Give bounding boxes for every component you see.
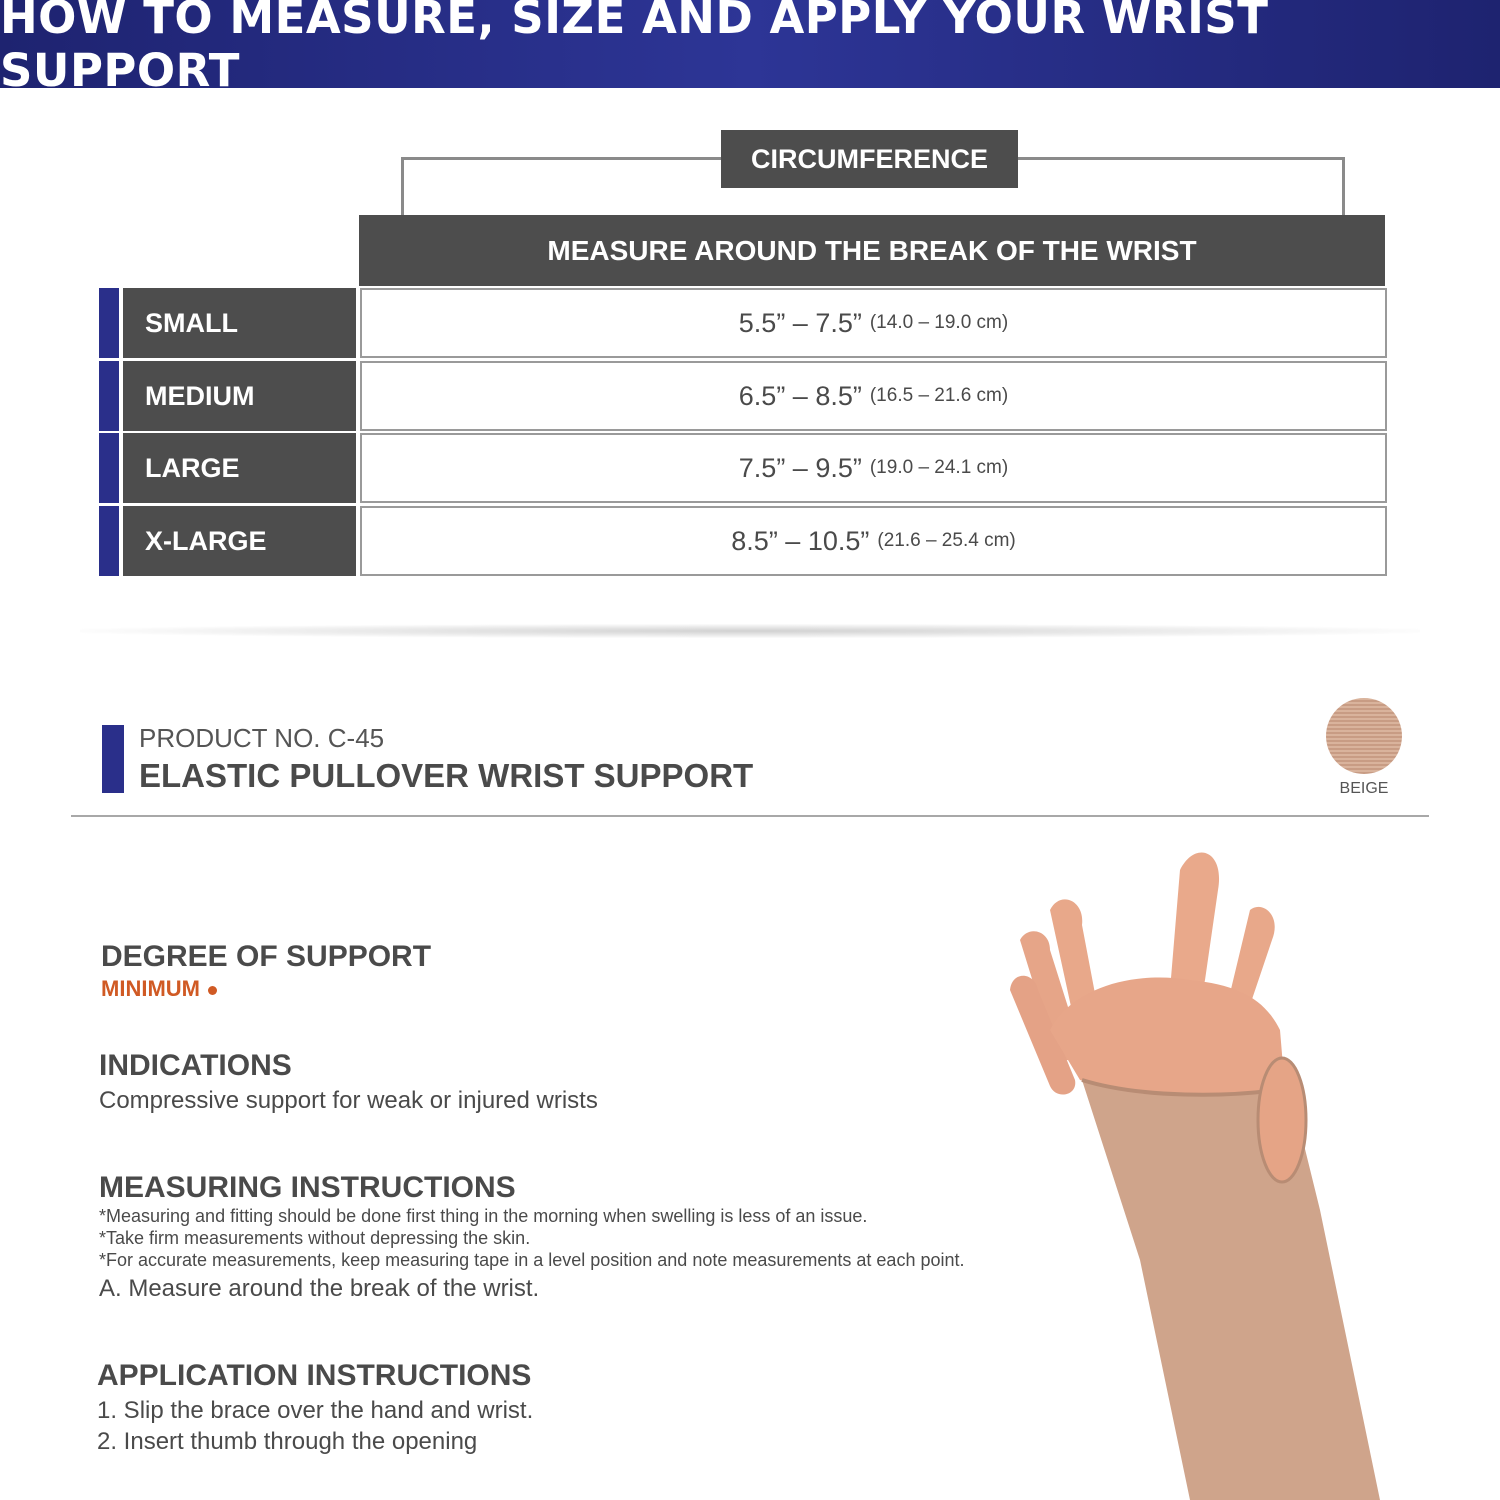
size-range (360, 361, 1387, 431)
thumb-opening (1258, 1058, 1306, 1182)
measuring-step: A. Measure around the break of the wrist. (99, 1275, 540, 1302)
range-cm: (21.6 – 25.4 cm) (877, 530, 1016, 551)
hand-wearing-wrist-support-image (990, 830, 1500, 1500)
size-name: MEDIUM (123, 361, 356, 431)
row-accent (99, 361, 119, 431)
product-name: ELASTIC PULLOVER WRIST SUPPORT (139, 757, 754, 794)
size-name: LARGE (123, 433, 356, 503)
wrist-support-sleeve (1082, 1080, 1380, 1500)
range-inches: 5.5” – 7.5” (738, 307, 862, 338)
measuring-note: *Measuring and fitting should be done first thing in the morning when swelling is less of an issue. (99, 1206, 868, 1226)
size-row-small (99, 288, 1387, 358)
support-level (101, 976, 217, 1002)
row-accent (99, 433, 119, 503)
row-accent (99, 288, 119, 358)
range-cm: (16.5 – 21.6 cm) (869, 385, 1009, 406)
measuring-note: *For accurate measurements, keep measuring tape in a level position and note measurements at each point. (99, 1250, 965, 1270)
size-range (360, 506, 1387, 576)
row-accent (99, 506, 119, 576)
range-cm: (14.0 – 19.0 cm) (869, 312, 1009, 333)
size-range (360, 433, 1387, 503)
color-swatch-label: BEIGE (1339, 780, 1389, 797)
range-inches: 6.5” – 8.5” (738, 380, 862, 411)
application-step: 1. Slip the brace over the hand and wrist. (97, 1397, 534, 1424)
measuring-heading: MEASURING INSTRUCTIONS (99, 1171, 516, 1204)
support-level-text: MINIMUM (101, 976, 200, 1001)
application-step: 2. Insert thumb through the opening (97, 1428, 478, 1455)
size-row-medium (99, 361, 1387, 431)
support-heading: DEGREE OF SUPPORT (101, 940, 432, 973)
section-divider-shadow (80, 624, 1420, 638)
product-rule (71, 815, 1429, 817)
size-range (360, 288, 1387, 358)
indications-text: Compressive support for weak or injured wrists (99, 1087, 598, 1114)
size-row-large (99, 433, 1387, 503)
circumference-label: CIRCUMFERENCE (721, 130, 1018, 188)
product-number: PRODUCT NO. C-45 (139, 723, 385, 753)
product-accent-bar (102, 725, 124, 793)
measuring-note: *Take firm measurements without depressing the skin. (99, 1228, 531, 1248)
size-name: SMALL (123, 288, 356, 358)
range-cm: (19.0 – 24.1 cm) (869, 457, 1009, 478)
color-swatch (1326, 698, 1402, 774)
size-table-header: MEASURE AROUND THE BREAK OF THE WRIST (359, 215, 1385, 286)
indications-heading: INDICATIONS (99, 1049, 292, 1082)
support-dot-icon (208, 986, 217, 995)
range-inches: 8.5” – 10.5” (731, 525, 870, 556)
size-name: X-LARGE (123, 506, 356, 576)
application-heading: APPLICATION INSTRUCTIONS (97, 1359, 532, 1392)
range-inches: 7.5” – 9.5” (738, 452, 862, 483)
header-banner (0, 0, 1500, 97)
size-row-xlarge (99, 506, 1387, 576)
page-title: HOW TO MEASURE, SIZE AND APPLY YOUR WRIST SUPPORT (0, 0, 1269, 97)
